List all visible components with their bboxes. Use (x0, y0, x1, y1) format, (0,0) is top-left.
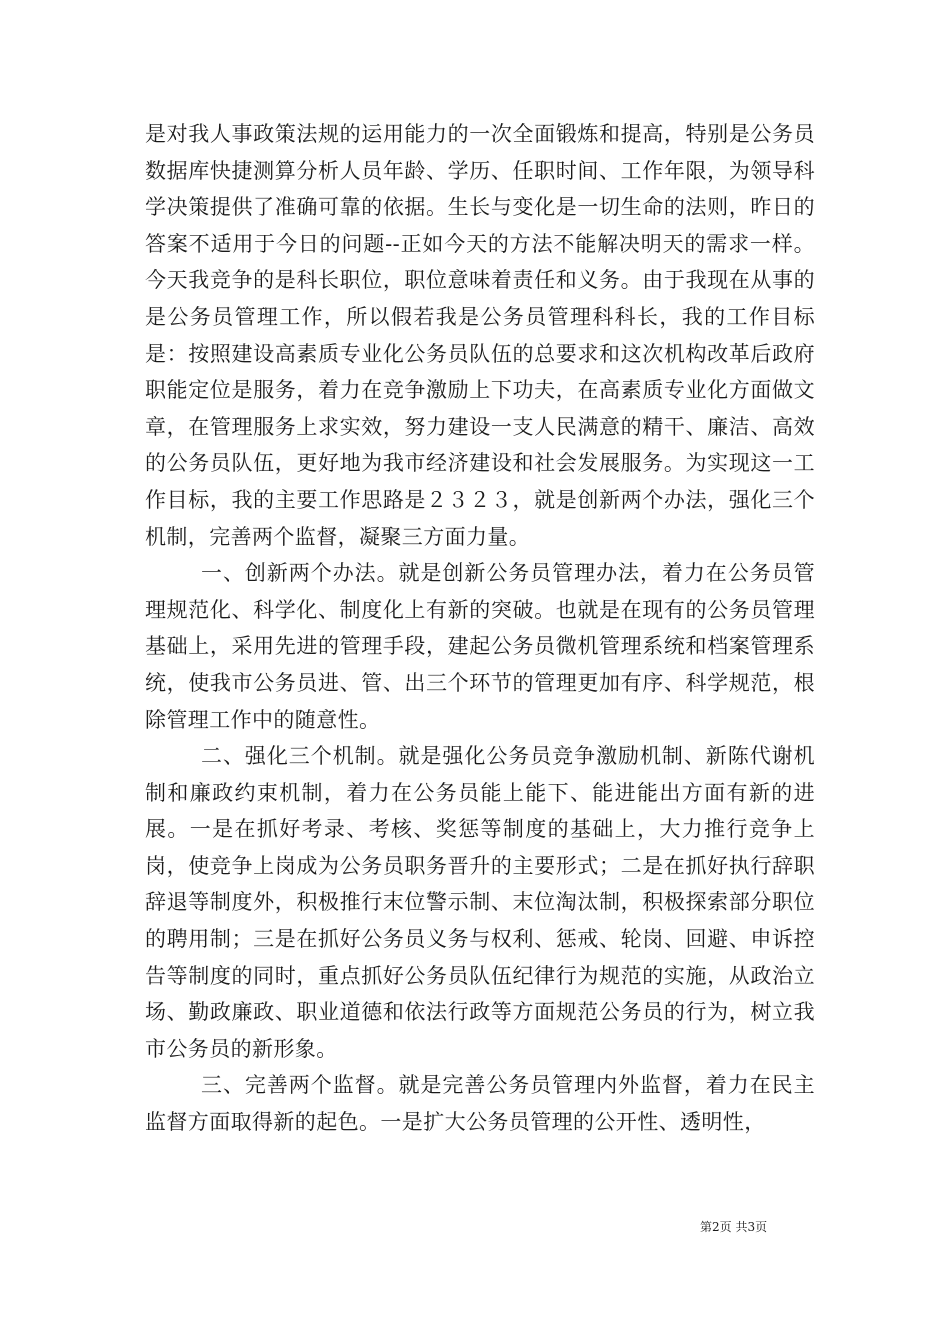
document-body (145, 116, 815, 1141)
paragraph-section-one: 一、创新两个办法。就是创新公务员管理办法，着力在公务员管理规范化、科学化、制度化上有新的突破。也就是在现有的公务员管理基础上，采用先进的管理手段，建起公务员微机管理系统和档案管理系统，使我市公务员进、管、出三个环节的管理更加有序、科学规范，根除管理工作中的随意性。 (145, 561, 815, 732)
paragraph-continuation: 是对我人事政策法规的运用能力的一次全面锻炼和提高，特别是公务员数据库快捷测算分析人员年龄、学历、任职时间、工作年限，为领导科学决策提供了准确可靠的依据。生长与变化是一切生命的法则，昨日的答案不适用于今日的问题--正如今天的方法不能解决明天的需求一样。今天我竞争的是科长职位，职位意味着责任和义务。由于我现在从事的是公务员管理工作，所以假若我是公务员管理科科长，我的工作目标是：按照建设高素质专业化公务员队伍的总要求和这次机构改革后政府职能定位是服务，着力在竞争激励上下功夫，在高素质专业化方面做文章，在管理服务上求实效，努力建设一支人民满意的精干、廉洁、高效的公务员队伍，更好地为我市经济建设和社会发展服务。为实现这一工作目标，我的主要工作思路是２３２３，就是创新两个办法，强化三个机制，完善两个监督，凝聚三方面力量。 (145, 122, 815, 549)
paragraph-section-two: 二、强化三个机制。就是强化公务员竞争激励机制、新陈代谢机制和廉政约束机制，着力在公务员能上能下、能进能出方面有新的进展。一是在抓好考录、考核、奖惩等制度的基础上，大力推行竞争上岗，使竞争上岗成为公务员职务晋升的主要形式；二是在抓好执行辞职辞退等制度外，积极推行末位警示制、末位淘汰制，积极探索部分职位的聘用制；三是在抓好公务员义务与权利、惩戒、轮岗、回避、申诉控告等制度的同时，重点抓好公务员队伍纪律行为规范的实施，从政治立场、勤政廉政、职业道德和依法行政等方面规范公务员的行为，树立我市公务员的新形象。 (145, 744, 815, 1061)
page-number-footer: 第2页 共3页 (700, 1220, 768, 1234)
paragraph-section-three: 三、完善两个监督。就是完善公务员管理内外监督，着力在民主监督方面取得新的起色。一是扩大公务员管理的公开性、透明性， (145, 1073, 815, 1135)
